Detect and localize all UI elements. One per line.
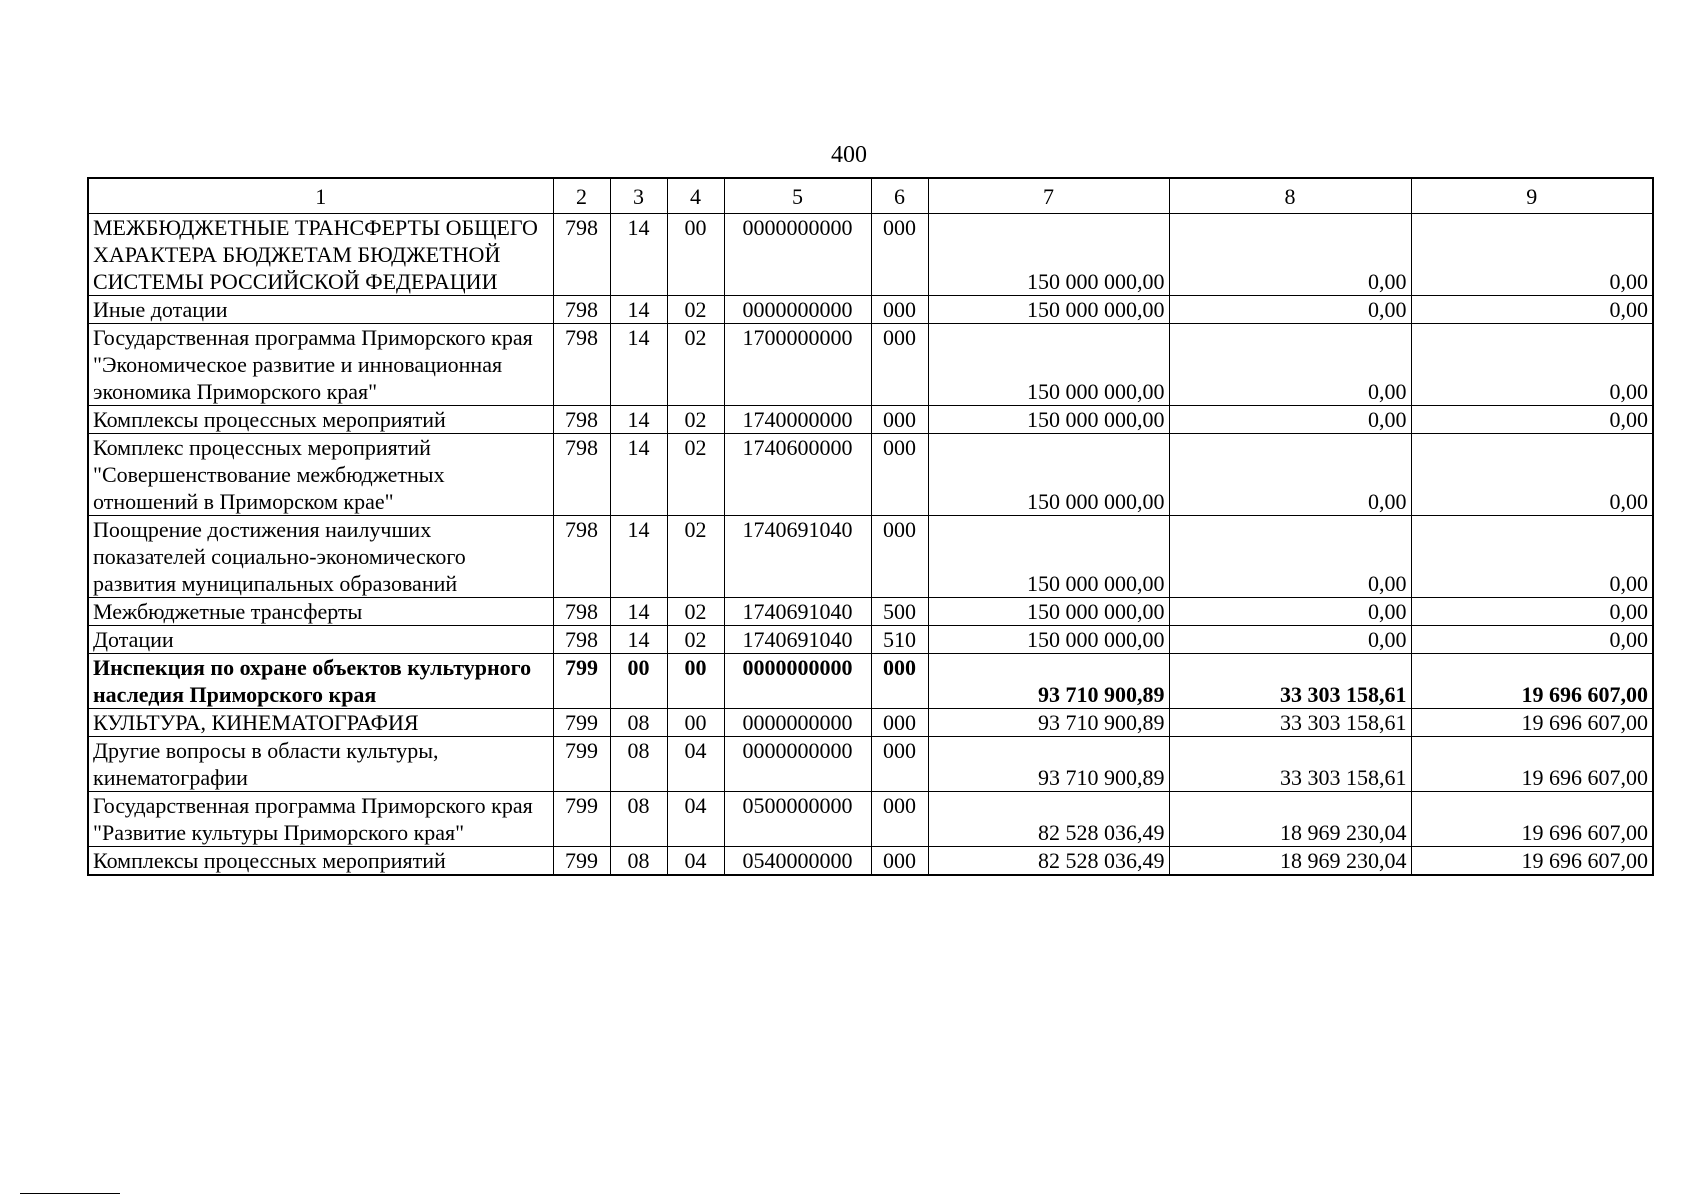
amount-cell-8: 18 969 230,04 (1169, 847, 1411, 876)
table-row (88, 654, 1653, 709)
amount-cell-8: 0,00 (1169, 214, 1411, 296)
code-cell-6: 000 (871, 434, 928, 516)
code-cell-4: 02 (667, 626, 724, 654)
code-cell-2: 798 (553, 296, 610, 324)
footnote-rule (20, 1193, 120, 1194)
amount-cell-7: 93 710 900,89 (928, 737, 1169, 792)
table-row (88, 709, 1653, 737)
code-cell-5: 0000000000 (724, 737, 871, 792)
table-row (88, 847, 1653, 876)
code-cell-4: 00 (667, 654, 724, 709)
amount-cell-9: 0,00 (1411, 434, 1653, 516)
amount-cell-8: 0,00 (1169, 516, 1411, 598)
amount-cell-7: 150 000 000,00 (928, 516, 1169, 598)
code-cell-2: 798 (553, 434, 610, 516)
column-header: 7 (928, 178, 1169, 214)
amount-cell-8: 0,00 (1169, 598, 1411, 626)
amount-cell-8: 0,00 (1169, 626, 1411, 654)
table-row (88, 296, 1653, 324)
amount-cell-9: 19 696 607,00 (1411, 709, 1653, 737)
code-cell-3: 14 (610, 406, 667, 434)
table-row (88, 214, 1653, 296)
code-cell-3: 08 (610, 737, 667, 792)
code-cell-2: 798 (553, 324, 610, 406)
amount-cell-9: 0,00 (1411, 324, 1653, 406)
row-name-cell: Комплекс процессных мероприятий "Совершенствование межбюджетных отношений в Приморском крае" (88, 434, 553, 516)
code-cell-6: 000 (871, 296, 928, 324)
code-cell-5: 0000000000 (724, 296, 871, 324)
code-cell-2: 798 (553, 598, 610, 626)
row-name-cell: Дотации (88, 626, 553, 654)
column-header: 5 (724, 178, 871, 214)
code-cell-6: 000 (871, 214, 928, 296)
row-name-cell: Государственная программа Приморского края "Экономическое развитие и инновационная экономика Приморского края" (88, 324, 553, 406)
code-cell-3: 14 (610, 434, 667, 516)
code-cell-2: 799 (553, 654, 610, 709)
code-cell-4: 04 (667, 737, 724, 792)
code-cell-2: 798 (553, 406, 610, 434)
column-header-row (88, 178, 1653, 214)
amount-cell-9: 0,00 (1411, 214, 1653, 296)
column-header: 3 (610, 178, 667, 214)
code-cell-2: 798 (553, 214, 610, 296)
row-name-cell: Иные дотации (88, 296, 553, 324)
amount-cell-8: 33 303 158,61 (1169, 654, 1411, 709)
row-name-cell: Межбюджетные трансферты (88, 598, 553, 626)
code-cell-3: 14 (610, 598, 667, 626)
amount-cell-7: 150 000 000,00 (928, 598, 1169, 626)
code-cell-5: 0000000000 (724, 214, 871, 296)
amount-cell-8: 33 303 158,61 (1169, 737, 1411, 792)
amount-cell-7: 82 528 036,49 (928, 847, 1169, 876)
table-row (88, 324, 1653, 406)
column-header: 2 (553, 178, 610, 214)
column-header: 1 (88, 178, 553, 214)
code-cell-3: 08 (610, 847, 667, 876)
amount-cell-9: 19 696 607,00 (1411, 847, 1653, 876)
amount-cell-7: 82 528 036,49 (928, 792, 1169, 847)
code-cell-3: 08 (610, 792, 667, 847)
amount-cell-9: 0,00 (1411, 406, 1653, 434)
column-header: 9 (1411, 178, 1653, 214)
row-name-cell: МЕЖБЮДЖЕТНЫЕ ТРАНСФЕРТЫ ОБЩЕГО ХАРАКТЕРА БЮДЖЕТАМ БЮДЖЕТНОЙ СИСТЕМЫ РОССИЙСКОЙ ФЕДЕРАЦИИ (88, 214, 553, 296)
code-cell-2: 798 (553, 626, 610, 654)
code-cell-6: 000 (871, 406, 928, 434)
row-name-cell: Комплексы процессных мероприятий (88, 406, 553, 434)
amount-cell-8: 0,00 (1169, 296, 1411, 324)
code-cell-4: 04 (667, 792, 724, 847)
row-name-cell: Поощрение достижения наилучших показателей социально-экономического развития муниципальных образований (88, 516, 553, 598)
column-header: 8 (1169, 178, 1411, 214)
amount-cell-9: 0,00 (1411, 516, 1653, 598)
code-cell-5: 1740691040 (724, 598, 871, 626)
code-cell-6: 000 (871, 516, 928, 598)
code-cell-3: 14 (610, 296, 667, 324)
code-cell-2: 799 (553, 737, 610, 792)
code-cell-4: 02 (667, 516, 724, 598)
code-cell-4: 02 (667, 296, 724, 324)
table-row (88, 516, 1653, 598)
code-cell-3: 14 (610, 324, 667, 406)
code-cell-5: 1740000000 (724, 406, 871, 434)
table-body (88, 178, 1653, 875)
row-name-cell: Другие вопросы в области культуры, кинематографии (88, 737, 553, 792)
amount-cell-8: 18 969 230,04 (1169, 792, 1411, 847)
code-cell-5: 1740691040 (724, 516, 871, 598)
budget-table (87, 177, 1654, 876)
amount-cell-7: 93 710 900,89 (928, 654, 1169, 709)
code-cell-5: 0000000000 (724, 709, 871, 737)
code-cell-5: 0000000000 (724, 654, 871, 709)
code-cell-4: 04 (667, 847, 724, 876)
code-cell-3: 14 (610, 626, 667, 654)
table-row (88, 406, 1653, 434)
amount-cell-7: 150 000 000,00 (928, 434, 1169, 516)
code-cell-6: 000 (871, 654, 928, 709)
code-cell-2: 799 (553, 709, 610, 737)
code-cell-4: 00 (667, 709, 724, 737)
row-name-cell: КУЛЬТУРА, КИНЕМАТОГРАФИЯ (88, 709, 553, 737)
code-cell-2: 799 (553, 847, 610, 876)
code-cell-6: 500 (871, 598, 928, 626)
code-cell-4: 00 (667, 214, 724, 296)
table-row (88, 737, 1653, 792)
page-number: 400 (831, 142, 867, 168)
code-cell-3: 14 (610, 214, 667, 296)
code-cell-2: 798 (553, 516, 610, 598)
amount-cell-7: 150 000 000,00 (928, 296, 1169, 324)
amount-cell-7: 150 000 000,00 (928, 626, 1169, 654)
code-cell-3: 14 (610, 516, 667, 598)
amount-cell-9: 0,00 (1411, 296, 1653, 324)
code-cell-3: 08 (610, 709, 667, 737)
amount-cell-7: 150 000 000,00 (928, 324, 1169, 406)
code-cell-5: 0500000000 (724, 792, 871, 847)
code-cell-3: 00 (610, 654, 667, 709)
amount-cell-8: 0,00 (1169, 434, 1411, 516)
code-cell-4: 02 (667, 434, 724, 516)
code-cell-6: 000 (871, 847, 928, 876)
code-cell-4: 02 (667, 598, 724, 626)
column-header: 6 (871, 178, 928, 214)
code-cell-4: 02 (667, 406, 724, 434)
row-name-cell: Государственная программа Приморского края "Развитие культуры Приморского края" (88, 792, 553, 847)
code-cell-6: 000 (871, 324, 928, 406)
amount-cell-9: 0,00 (1411, 598, 1653, 626)
table-row (88, 434, 1653, 516)
amount-cell-9: 19 696 607,00 (1411, 792, 1653, 847)
amount-cell-9: 19 696 607,00 (1411, 654, 1653, 709)
amount-cell-7: 93 710 900,89 (928, 709, 1169, 737)
code-cell-6: 000 (871, 709, 928, 737)
table-row (88, 792, 1653, 847)
amount-cell-8: 0,00 (1169, 324, 1411, 406)
code-cell-6: 000 (871, 792, 928, 847)
code-cell-6: 000 (871, 737, 928, 792)
code-cell-6: 510 (871, 626, 928, 654)
amount-cell-7: 150 000 000,00 (928, 214, 1169, 296)
amount-cell-7: 150 000 000,00 (928, 406, 1169, 434)
table-row (88, 626, 1653, 654)
column-header: 4 (667, 178, 724, 214)
code-cell-5: 0540000000 (724, 847, 871, 876)
amount-cell-9: 19 696 607,00 (1411, 737, 1653, 792)
code-cell-5: 1740600000 (724, 434, 871, 516)
code-cell-5: 1740691040 (724, 626, 871, 654)
code-cell-4: 02 (667, 324, 724, 406)
row-name-cell: Инспекция по охране объектов культурного наследия Приморского края (88, 654, 553, 709)
amount-cell-8: 33 303 158,61 (1169, 709, 1411, 737)
table-row (88, 598, 1653, 626)
row-name-cell: Комплексы процессных мероприятий (88, 847, 553, 876)
code-cell-2: 799 (553, 792, 610, 847)
amount-cell-8: 0,00 (1169, 406, 1411, 434)
code-cell-5: 1700000000 (724, 324, 871, 406)
amount-cell-9: 0,00 (1411, 626, 1653, 654)
